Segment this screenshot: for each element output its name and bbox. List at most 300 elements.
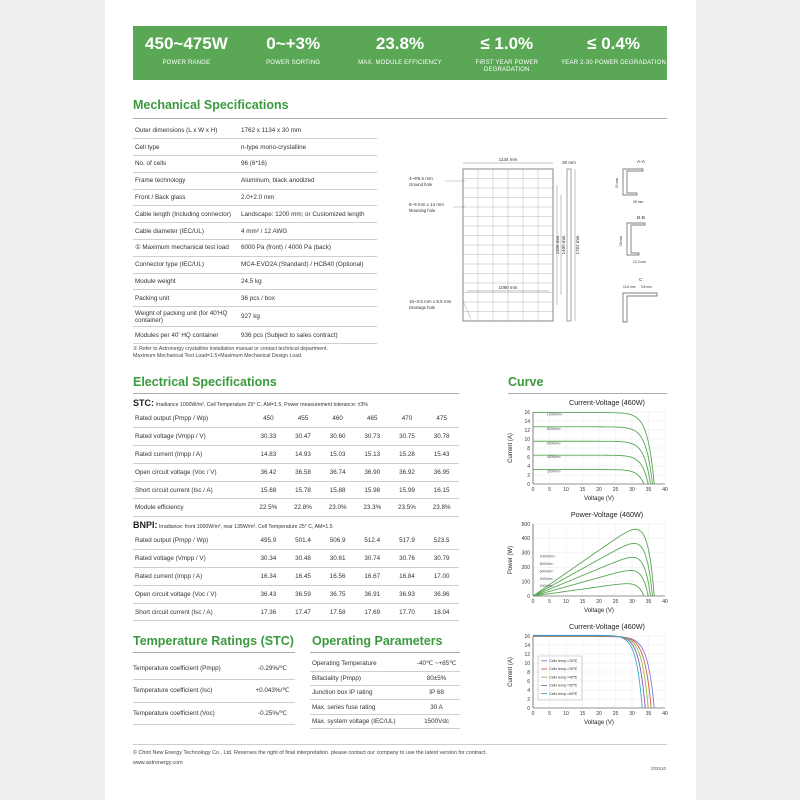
table-row	[133, 122, 377, 139]
param-value: 23.0%	[320, 499, 355, 517]
param-value: 15.03	[320, 446, 355, 464]
param-value: 30.47	[286, 428, 321, 446]
h2-dim: 1400 mm	[561, 235, 566, 255]
x-tick-label: 25	[612, 711, 619, 717]
table-row	[133, 172, 377, 189]
param-value: 17.36	[251, 603, 286, 621]
param-value: 30.75	[390, 428, 425, 446]
bnpi-heading	[133, 520, 333, 530]
param-value: 36.42	[251, 463, 286, 481]
spec-value: Landscape: 1200 mm; or Customized length	[239, 206, 377, 223]
param-value: +0.043%/℃	[250, 680, 295, 703]
y-tick-label: 12	[524, 427, 530, 434]
legend-label: Cells temp.=35℃	[549, 667, 578, 672]
x-tick-label: 10	[563, 711, 569, 717]
table-row	[133, 139, 377, 156]
table-row	[133, 410, 459, 428]
table-row	[310, 686, 460, 700]
x-tick-label: 0	[531, 711, 535, 717]
param-name: Temperature coefficient (Voc)	[133, 702, 250, 725]
table-row	[310, 671, 460, 685]
spec-value: 36 pcs / box	[239, 290, 377, 307]
spec-value: 1762 x 1134 x 30 mm	[239, 122, 377, 139]
param-name: Open circuit voltage (Voc / V)	[133, 585, 251, 603]
x-tick-label: 15	[579, 711, 586, 717]
spec-key: Weight of packing unit (for 40'HQ container)	[133, 307, 239, 327]
x-tick-label: 25	[612, 599, 619, 605]
param-value: 80±5%	[411, 671, 460, 685]
x-tick-label: 35	[645, 599, 652, 605]
x-axis-label: Voltage (V)	[584, 720, 614, 726]
temperature-divider	[133, 652, 295, 653]
table-row	[133, 428, 459, 446]
kpi-banner	[133, 26, 667, 80]
spec-value: 927 kg	[239, 307, 377, 327]
param-value: 16.34	[251, 568, 286, 586]
param-value: IP 68	[411, 686, 460, 700]
section-aa-label: A-A	[637, 160, 645, 165]
series-line	[533, 570, 648, 596]
param-name: Rated output (Pmpp / Wp)	[133, 532, 251, 550]
footer-website: www.astronergy.com	[133, 760, 183, 766]
spec-value: 6000 Pa (front) / 4000 Pa (back)	[239, 240, 377, 257]
param-value: 15.88	[320, 481, 355, 499]
y-tick-label: 100	[521, 579, 530, 586]
param-value: 17.47	[286, 603, 321, 621]
table-row	[133, 680, 295, 703]
series-label: 800W/m²	[546, 426, 561, 431]
param-value: 23.3%	[355, 499, 390, 517]
spec-value: 24.5 kg	[239, 273, 377, 290]
kpi-label: POWER RANGE	[162, 60, 211, 66]
y-axis-label: Current (A)	[508, 433, 514, 463]
stc-label: STC:	[133, 398, 154, 408]
datasheet-page	[105, 0, 696, 800]
spec-key: Frame technology	[133, 172, 239, 189]
y-tick-label: 6	[527, 678, 530, 685]
param-value: 15.68	[251, 481, 286, 499]
param-value: 30 A	[411, 700, 460, 714]
h3-dim: 1762 mm	[575, 235, 580, 255]
spec-key: ① Maximum mechanical test load	[133, 240, 239, 257]
kpi-value: 23.8%	[375, 34, 425, 53]
spec-value: 936 pcs (Subject to sales contract)	[239, 327, 377, 344]
table-row	[133, 585, 459, 603]
ground-hole-label: Ground hole	[409, 182, 433, 187]
param-value: 16.84	[390, 568, 425, 586]
bnpi-label: BNPI:	[133, 520, 158, 530]
x-tick-label: 5	[548, 711, 551, 717]
param-value: 14.93	[286, 446, 321, 464]
param-value: 36.92	[390, 463, 425, 481]
param-value: 36.93	[390, 585, 425, 603]
kpi-label: YEAR 2-30 POWER DEGRADATION	[561, 60, 667, 66]
param-name: Max. series fuse rating	[310, 700, 411, 714]
param-value: 36.95	[424, 463, 459, 481]
spec-key: Front / Back glass	[133, 189, 239, 206]
table-row	[133, 273, 377, 290]
param-value: 17.58	[320, 603, 355, 621]
series-line	[533, 636, 645, 708]
mount-hole-dim: 8~9 mm x 14 mm	[409, 202, 444, 207]
x-tick-label: 40	[662, 599, 668, 605]
section-aa-dim-1: 30 mm	[615, 177, 619, 189]
series-label: 400W/m²	[546, 455, 561, 460]
chart-title: Current-Voltage (460W)	[569, 622, 645, 631]
param-value: 30.78	[424, 428, 459, 446]
spec-key: Connector type (IEC/UL)	[133, 256, 239, 273]
legend-label: Cells temp.=65℃	[549, 691, 578, 696]
param-value: 512.4	[355, 532, 390, 550]
table-row	[133, 702, 295, 725]
table-row	[310, 700, 460, 714]
mount-hole-label: Mounting hole	[409, 208, 436, 213]
operating-divider	[310, 652, 460, 653]
param-value: 15.78	[286, 481, 321, 499]
table-row	[133, 481, 459, 499]
x-tick-label: 20	[596, 487, 602, 493]
depth-dim: 30 mm	[562, 160, 576, 165]
spec-value: 96 (6*16)	[239, 156, 377, 173]
footer-copyright: © Chint New Energy Technology Co., Ltd. Reserves the right of final interpretation. please contact our company to use the latest version for contract.	[133, 750, 487, 756]
kpi-label: MAX. MODULE EFFICIENCY	[358, 60, 442, 66]
x-tick-label: 35	[645, 711, 652, 717]
param-value: 460	[320, 410, 355, 428]
param-value: 16.56	[320, 568, 355, 586]
param-value: 15.99	[390, 481, 425, 499]
param-value: 16.67	[355, 568, 390, 586]
mechanical-note	[133, 346, 328, 359]
y-tick-label: 8	[527, 669, 530, 676]
footer-divider	[133, 744, 667, 745]
param-name: Rated voltage (Vmpp / V)	[133, 550, 251, 568]
y-tick-label: 8	[527, 445, 530, 452]
kpi-1	[240, 26, 347, 80]
section-bb-dim-2: 12.2 mm	[633, 260, 647, 264]
param-value: 17.70	[390, 603, 425, 621]
pv-irradiance-chart	[503, 508, 673, 620]
series-label: 1000W/m²	[546, 412, 563, 417]
legend-label: Cells temp.=45℃	[549, 675, 578, 680]
iv-irradiance-chart	[503, 396, 673, 508]
param-value: 450	[251, 410, 286, 428]
table-row	[310, 657, 460, 671]
param-value: 470	[390, 410, 425, 428]
y-tick-label: 4	[527, 687, 530, 694]
section-c-label: C	[639, 278, 643, 283]
stc-heading	[133, 398, 368, 408]
param-value: 501.4	[286, 532, 321, 550]
param-value: 15.13	[355, 446, 390, 464]
series-label: 200W/m²	[539, 584, 554, 589]
param-value: 30.60	[320, 428, 355, 446]
param-name: Short circuit current (Isc / A)	[133, 603, 251, 621]
operating-title: Operating Parameters	[312, 634, 443, 648]
param-value: -0.25%/℃	[250, 702, 295, 725]
param-value: 17.00	[424, 568, 459, 586]
param-value: 16.15	[424, 481, 459, 499]
x-tick-label: 15	[579, 599, 586, 605]
param-value: 30.61	[320, 550, 355, 568]
bnpi-table	[133, 532, 459, 621]
kpi-value: ≤ 1.0%	[480, 34, 534, 53]
electrical-divider	[133, 393, 459, 394]
y-tick-label: 0	[527, 481, 530, 488]
y-tick-label: 16	[524, 633, 530, 640]
series-label: 800W/m²	[539, 562, 554, 567]
series-label: 200W/m²	[546, 469, 561, 474]
param-value: 36.58	[286, 463, 321, 481]
section-c-dim-1: 14.6 mm	[623, 285, 636, 289]
param-value: 475	[424, 410, 459, 428]
x-tick-label: 40	[662, 711, 668, 717]
param-value: 23.8%	[424, 499, 459, 517]
param-value: -40℃ ~+85℃	[411, 657, 460, 671]
spec-value: Aluminum, black anodized	[239, 172, 377, 189]
table-row	[133, 206, 377, 223]
table-row	[133, 532, 459, 550]
x-tick-label: 30	[629, 711, 635, 717]
param-value: 30.73	[355, 428, 390, 446]
side-view	[567, 169, 571, 321]
param-value: 455	[286, 410, 321, 428]
w2-dim: 1090 mm	[498, 285, 518, 290]
kpi-label: FIRST YEAR POWER DEGRADATION	[475, 60, 539, 73]
x-tick-label: 15	[579, 487, 586, 493]
x-tick-label: 25	[612, 487, 619, 493]
table-row	[133, 156, 377, 173]
y-tick-label: 0	[527, 593, 530, 600]
table-row	[133, 603, 459, 621]
param-value: 517.9	[390, 532, 425, 550]
param-name: Max. system voltage (IEC/UL)	[310, 714, 411, 728]
param-value: 495.9	[251, 532, 286, 550]
curve-divider	[508, 393, 667, 394]
series-label: 600W/m²	[546, 441, 561, 446]
h1-dim: 1100 mm	[555, 235, 560, 255]
y-tick-label: 14	[524, 642, 530, 649]
y-tick-label: 500	[521, 521, 530, 528]
param-value: 465	[355, 410, 390, 428]
y-tick-label: 2	[527, 472, 530, 479]
y-axis-label: Power (W)	[508, 545, 514, 575]
x-tick-label: 35	[645, 487, 652, 493]
param-value: 36.90	[355, 463, 390, 481]
x-tick-label: 10	[563, 487, 569, 493]
spec-value: MC4-EVO2A (Standard) / HCB40 (Optional)	[239, 256, 377, 273]
x-tick-label: 5	[548, 599, 551, 605]
footer	[133, 748, 487, 768]
spec-key: Cell type	[133, 139, 239, 156]
spec-key: Outer dimensions (L x W x H)	[133, 122, 239, 139]
section-aa-profile	[623, 169, 643, 195]
x-tick-label: 5	[548, 487, 551, 493]
param-value: 15.28	[390, 446, 425, 464]
series-line	[533, 441, 650, 484]
param-value: 1500Vdc	[411, 714, 460, 728]
x-axis-label: Voltage (V)	[584, 608, 614, 614]
param-value: 22.8%	[286, 499, 321, 517]
x-tick-label: 30	[629, 487, 635, 493]
param-value: 36.74	[320, 463, 355, 481]
spec-key: No. of cells	[133, 156, 239, 173]
section-c-dim-2: 9.8 mm	[641, 285, 652, 289]
y-tick-label: 0	[527, 705, 530, 712]
param-value: -0.29%/℃	[250, 657, 295, 680]
stc-desc: Irradiance 1000W/m², Cell Temperature 25° C, AM=1.5, Power measurement tolerance: ±3%	[155, 402, 369, 408]
x-tick-label: 20	[596, 711, 602, 717]
spec-key: Module weight	[133, 273, 239, 290]
section-aa-dim-2: 28 mm	[633, 200, 644, 204]
x-tick-label: 0	[531, 487, 535, 493]
table-row	[133, 223, 377, 240]
y-tick-label: 400	[521, 536, 530, 543]
spec-key: Cable length (Including connector)	[133, 206, 239, 223]
param-value: 23.5%	[390, 499, 425, 517]
kpi-value: 450~475W	[145, 34, 228, 53]
param-name: Rated current (Impp / A)	[133, 446, 251, 464]
param-value: 18.04	[424, 603, 459, 621]
param-name: Rated current (Impp / A)	[133, 568, 251, 586]
param-value: 523.5	[424, 532, 459, 550]
kpi-value: 0~+3%	[266, 34, 321, 53]
kpi-value: ≤ 0.4%	[587, 34, 640, 53]
kpi-0	[133, 26, 240, 80]
x-axis-label: Voltage (V)	[584, 496, 614, 502]
legend-label: Cells temp.=55℃	[549, 683, 578, 688]
table-row	[133, 657, 295, 680]
series-label: 400W/m²	[539, 576, 554, 581]
curve-title: Curve	[508, 375, 544, 389]
spec-key: Cable diameter (IEC/UL)	[133, 223, 239, 240]
table-row	[133, 256, 377, 273]
y-tick-label: 200	[521, 565, 530, 571]
param-name: Temperature coefficient (Pmpp)	[133, 657, 250, 680]
param-value: 16.45	[286, 568, 321, 586]
param-value: 36.75	[320, 585, 355, 603]
param-value: 30.34	[251, 550, 286, 568]
param-name: Temperature coefficient (Isc)	[133, 680, 250, 703]
document-code: 202510	[651, 766, 667, 771]
module-dimension-drawing	[405, 155, 675, 330]
table-row	[133, 568, 459, 586]
param-value: 30.33	[251, 428, 286, 446]
param-value: 17.69	[355, 603, 390, 621]
param-value: 30.48	[286, 550, 321, 568]
width-dim: 1134 mm	[498, 157, 518, 162]
kpi-label: POWER SORTING	[266, 60, 321, 66]
param-value: 30.74	[355, 550, 390, 568]
table-row	[133, 189, 377, 206]
param-name: Operating Temperature	[310, 657, 411, 671]
param-value: 30.79	[424, 550, 459, 568]
y-tick-label: 300	[521, 550, 530, 557]
mechanical-divider	[133, 118, 667, 119]
drain-hole-dim: 16~3.5 mm x 8.5 mm	[409, 299, 452, 304]
param-value: 15.43	[424, 446, 459, 464]
ground-hole-dim: 4~Φ5.5 mm	[409, 176, 433, 181]
kpi-3	[453, 26, 560, 80]
y-tick-label: 10	[524, 436, 530, 443]
bnpi-desc: Irradiance: front 1000W/m², rear 135W/m², Cell Temperature 25° C, AM=1.5	[158, 524, 333, 530]
temperature-table	[133, 657, 295, 725]
param-value: 36.96	[424, 585, 459, 603]
y-tick-label: 6	[527, 454, 530, 461]
param-name: Short circuit current (Isc / A)	[133, 481, 251, 499]
x-tick-label: 20	[596, 599, 602, 605]
iv-temperature-chart	[503, 620, 673, 735]
table-row	[133, 290, 377, 307]
chart-title: Power-Voltage (460W)	[570, 510, 644, 519]
electrical-title: Electrical Specifications	[133, 375, 277, 389]
kpi-4	[560, 26, 667, 80]
mechanical-title: Mechanical Specifications	[133, 98, 289, 112]
param-value: 30.76	[390, 550, 425, 568]
section-bb-profile	[627, 223, 645, 255]
y-tick-label: 10	[524, 660, 530, 667]
param-value: 36.43	[251, 585, 286, 603]
x-tick-label: 0	[531, 599, 535, 605]
spec-value: n-type mono-crystalline	[239, 139, 377, 156]
table-row	[133, 550, 459, 568]
series-label: 1000W/m²	[539, 554, 556, 559]
spec-value: 2.0+2.0 mm	[239, 189, 377, 206]
param-value: 36.91	[355, 585, 390, 603]
spec-key: Packing unit	[133, 290, 239, 307]
y-tick-label: 4	[527, 463, 530, 470]
param-name: Rated voltage (Vmpp / V)	[133, 428, 251, 446]
y-tick-label: 2	[527, 696, 530, 703]
param-value: 22.5%	[251, 499, 286, 517]
table-row	[133, 307, 377, 327]
table-row	[133, 463, 459, 481]
section-c-profile	[623, 293, 657, 322]
y-axis-label: Current (A)	[508, 657, 514, 687]
section-bb-dim-1: 28 mm	[619, 235, 623, 247]
param-name: Bifaciality (Pmpp)	[310, 671, 411, 685]
table-row	[133, 499, 459, 517]
temperature-title: Temperature Ratings (STC)	[133, 634, 294, 648]
param-value: 14.83	[251, 446, 286, 464]
y-tick-label: 16	[524, 409, 530, 416]
table-row	[310, 714, 460, 728]
param-name: Module efficiency	[133, 499, 251, 517]
drain-hole-label: Drainage hole	[409, 305, 436, 310]
param-name: Open circuit voltage (Voc / V)	[133, 463, 251, 481]
param-name: Junction box IP rating	[310, 686, 411, 700]
y-tick-label: 14	[524, 418, 530, 425]
table-row	[133, 446, 459, 464]
param-value: 506.9	[320, 532, 355, 550]
series-label: 600W/m²	[539, 569, 554, 574]
mechanical-table	[133, 122, 377, 344]
mechanical-note-1: ① Refer to Astronergy crystalline installation manual or contact technical department.	[133, 346, 328, 352]
spec-key: Modules per 40' HQ container	[133, 327, 239, 344]
param-name: Rated output (Pmpp / Wp)	[133, 410, 251, 428]
spec-value: 4 mm² / 12 AWG	[239, 223, 377, 240]
y-tick-label: 12	[524, 651, 530, 658]
operating-table	[310, 657, 460, 729]
legend-label: Cells temp.=25℃	[549, 659, 578, 663]
stc-table	[133, 410, 459, 517]
x-tick-label: 10	[563, 599, 569, 605]
chart-title: Current-Voltage (460W)	[569, 398, 645, 407]
x-tick-label: 40	[662, 487, 668, 493]
table-row	[133, 327, 377, 344]
kpi-2	[347, 26, 454, 80]
table-row	[133, 240, 377, 257]
section-bb-label: B-B	[637, 216, 645, 221]
